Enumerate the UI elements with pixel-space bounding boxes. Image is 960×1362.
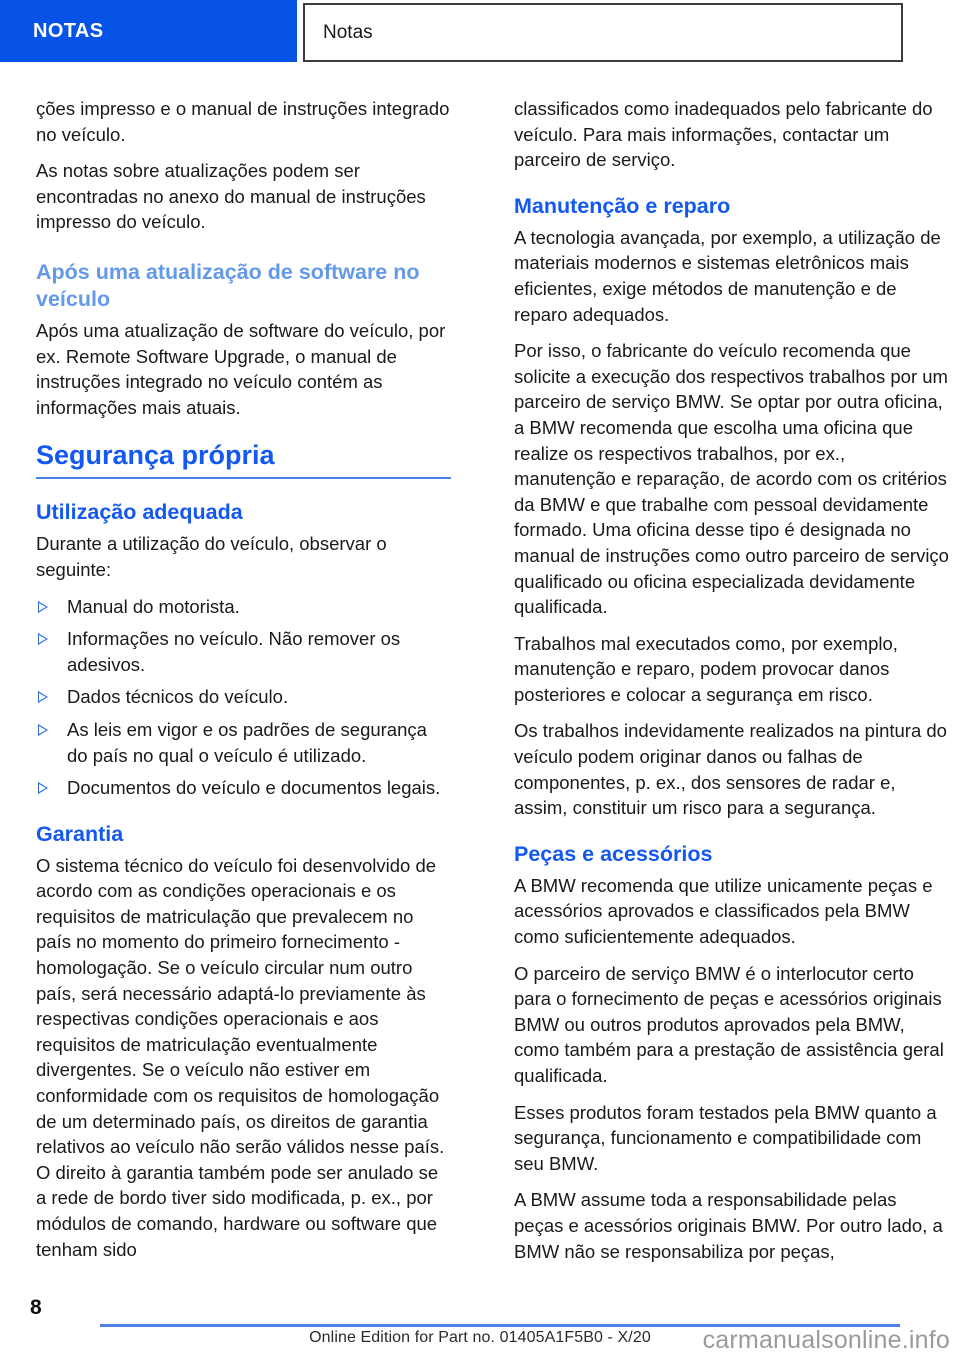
paragraph: ções impresso e o manual de instruções integrado no veículo. bbox=[36, 98, 450, 145]
paragraph: Trabalhos mal executados como, por exemplo, manutenção e reparo, podem provocar danos posteriores e colocar a segurança em risco. bbox=[514, 632, 898, 705]
site-watermark: carmanualsonline.info bbox=[702, 1326, 950, 1354]
section-heading-seguranca-propria: Segurança própria bbox=[36, 439, 451, 479]
triangle-bullet-icon bbox=[38, 601, 48, 613]
paragraph: Durante a utilização do veículo, observar o seguinte: bbox=[36, 533, 387, 580]
list-item bbox=[36, 684, 451, 710]
list-item bbox=[36, 594, 451, 620]
paragraph: classificados como inadequados pelo fabricante do veículo. Para mais informações, contactar um parceiro de serviço. bbox=[514, 98, 933, 171]
paragraph: O sistema técnico do veículo foi desenvolvido de acordo com as condições operacionais e os requisitos de matriculação que prevalecem no país no momento do primeiro fornecimento - homologação. Se o veículo circular num outro país, será necessário adaptá-lo previamente às respectivas condições operacionais e aos requisitos de matriculação eventualmente divergentes. Se o veículo não estiver em conformidade com os requisitos de homologação de um determinado país, os direitos de garantia relativos ao veículo não serão válidos nesse país. O direito à garantia também pode ser anulado se a rede de bordo tiver sido modificada, p. ex., por módulos de comando, hardware ou software que tenham sido bbox=[36, 854, 445, 1260]
footer-edition-text: Online Edition for Part no. 01405A1F5B0 - X/20 bbox=[309, 1329, 651, 1346]
list-item-label: Documentos do veículo e documentos legais. bbox=[67, 777, 441, 799]
header-section-tab bbox=[0, 0, 297, 62]
list-item bbox=[36, 717, 451, 768]
list-item-label: Manual do motorista. bbox=[67, 595, 240, 617]
list-item-label: As leis em vigor e os padrões de segurança do país no qual o veículo é utilizado. bbox=[67, 718, 427, 766]
triangle-bullet-icon bbox=[38, 724, 48, 736]
sub-heading-garantia: Garantia bbox=[36, 821, 124, 846]
left-column bbox=[36, 96, 451, 1275]
paragraph: Após uma atualização de software do veículo, por ex. Remote Software Upgrade, o manual de instruções integrado no veículo contém as informações mais atuais. bbox=[36, 319, 446, 418]
triangle-bullet-icon bbox=[38, 691, 48, 703]
paragraph: As notas sobre atualizações podem ser encontradas no anexo do manual de instruções impresso do veículo. bbox=[36, 160, 426, 233]
paragraph: Esses produtos foram testados pela BMW quanto a segurança, funcionamento e compatibilidade com seu BMW. bbox=[514, 1101, 937, 1174]
header-chapter-label: Notas bbox=[323, 21, 373, 43]
page-header bbox=[0, 0, 960, 66]
sub-heading-utilizacao-adequada: Utilização adequada bbox=[36, 500, 243, 525]
page-footer bbox=[0, 1270, 960, 1362]
sub-heading-software-update: Após uma atualização de software no veículo bbox=[36, 259, 420, 311]
sub-heading-pecas-acessorios: Peças e acessórios bbox=[514, 841, 713, 866]
bullet-list-utilizacao bbox=[36, 594, 451, 801]
list-item bbox=[36, 775, 451, 801]
paragraph: Os trabalhos indevidamente realizados na pintura do veículo podem originar danos ou falhas de componentes, p. ex., dos sensores de radar e, assim, constituir um risco para a segurança. bbox=[514, 720, 947, 819]
sub-heading-manutencao-reparo: Manutenção e reparo bbox=[514, 193, 731, 218]
paragraph: Por isso, o fabricante do veículo recomenda que solicite a execução dos respectivos trabalhos por um parceiro de serviço BMW. Se optar por outra oficina, a BMW recomenda que escolha uma oficina que realize os respectivos trabalhos, por ex., manutenção e reparação, de acordo com os critérios da BMW e que trabalhe com pessoal devidamente formado. Uma oficina desse tipo é designada no manual de instruções como outro parceiro de serviço qualificado ou oficina especializada devidamente qualificada. bbox=[514, 340, 949, 618]
list-item-label: Dados técnicos do veículo. bbox=[67, 686, 289, 708]
paragraph: A BMW assume toda a responsabilidade pelas peças e acessórios originais BMW. Por outro lado, a BMW não se responsabiliza por peças, bbox=[514, 1189, 943, 1262]
header-chapter-box bbox=[303, 3, 903, 62]
paragraph: O parceiro de serviço BMW é o interlocutor certo para o fornecimento de peças e acessórios originais BMW ou outros produtos aprovados pela BMW, como também para a prestação de assistência geral qualificada. bbox=[514, 962, 944, 1086]
page-body bbox=[0, 96, 960, 1275]
right-column bbox=[514, 96, 951, 1275]
triangle-bullet-icon bbox=[38, 782, 48, 794]
list-item-label: Informações no veículo. Não remover os adesivos. bbox=[67, 628, 401, 675]
paragraph: A BMW recomenda que utilize unicamente peças e acessórios aprovados e classificados pela BMW como suficientemente adequados. bbox=[514, 874, 933, 948]
triangle-bullet-icon bbox=[38, 633, 48, 645]
list-item bbox=[36, 626, 451, 677]
header-section-tab-label: NOTAS bbox=[33, 19, 104, 42]
page-number: 8 bbox=[30, 1296, 42, 1319]
paragraph: A tecnologia avançada, por exemplo, a utilização de materiais modernos e sistemas eletrônicos mais eficientes, exige métodos de manutenção e de reparo adequados. bbox=[514, 226, 941, 325]
